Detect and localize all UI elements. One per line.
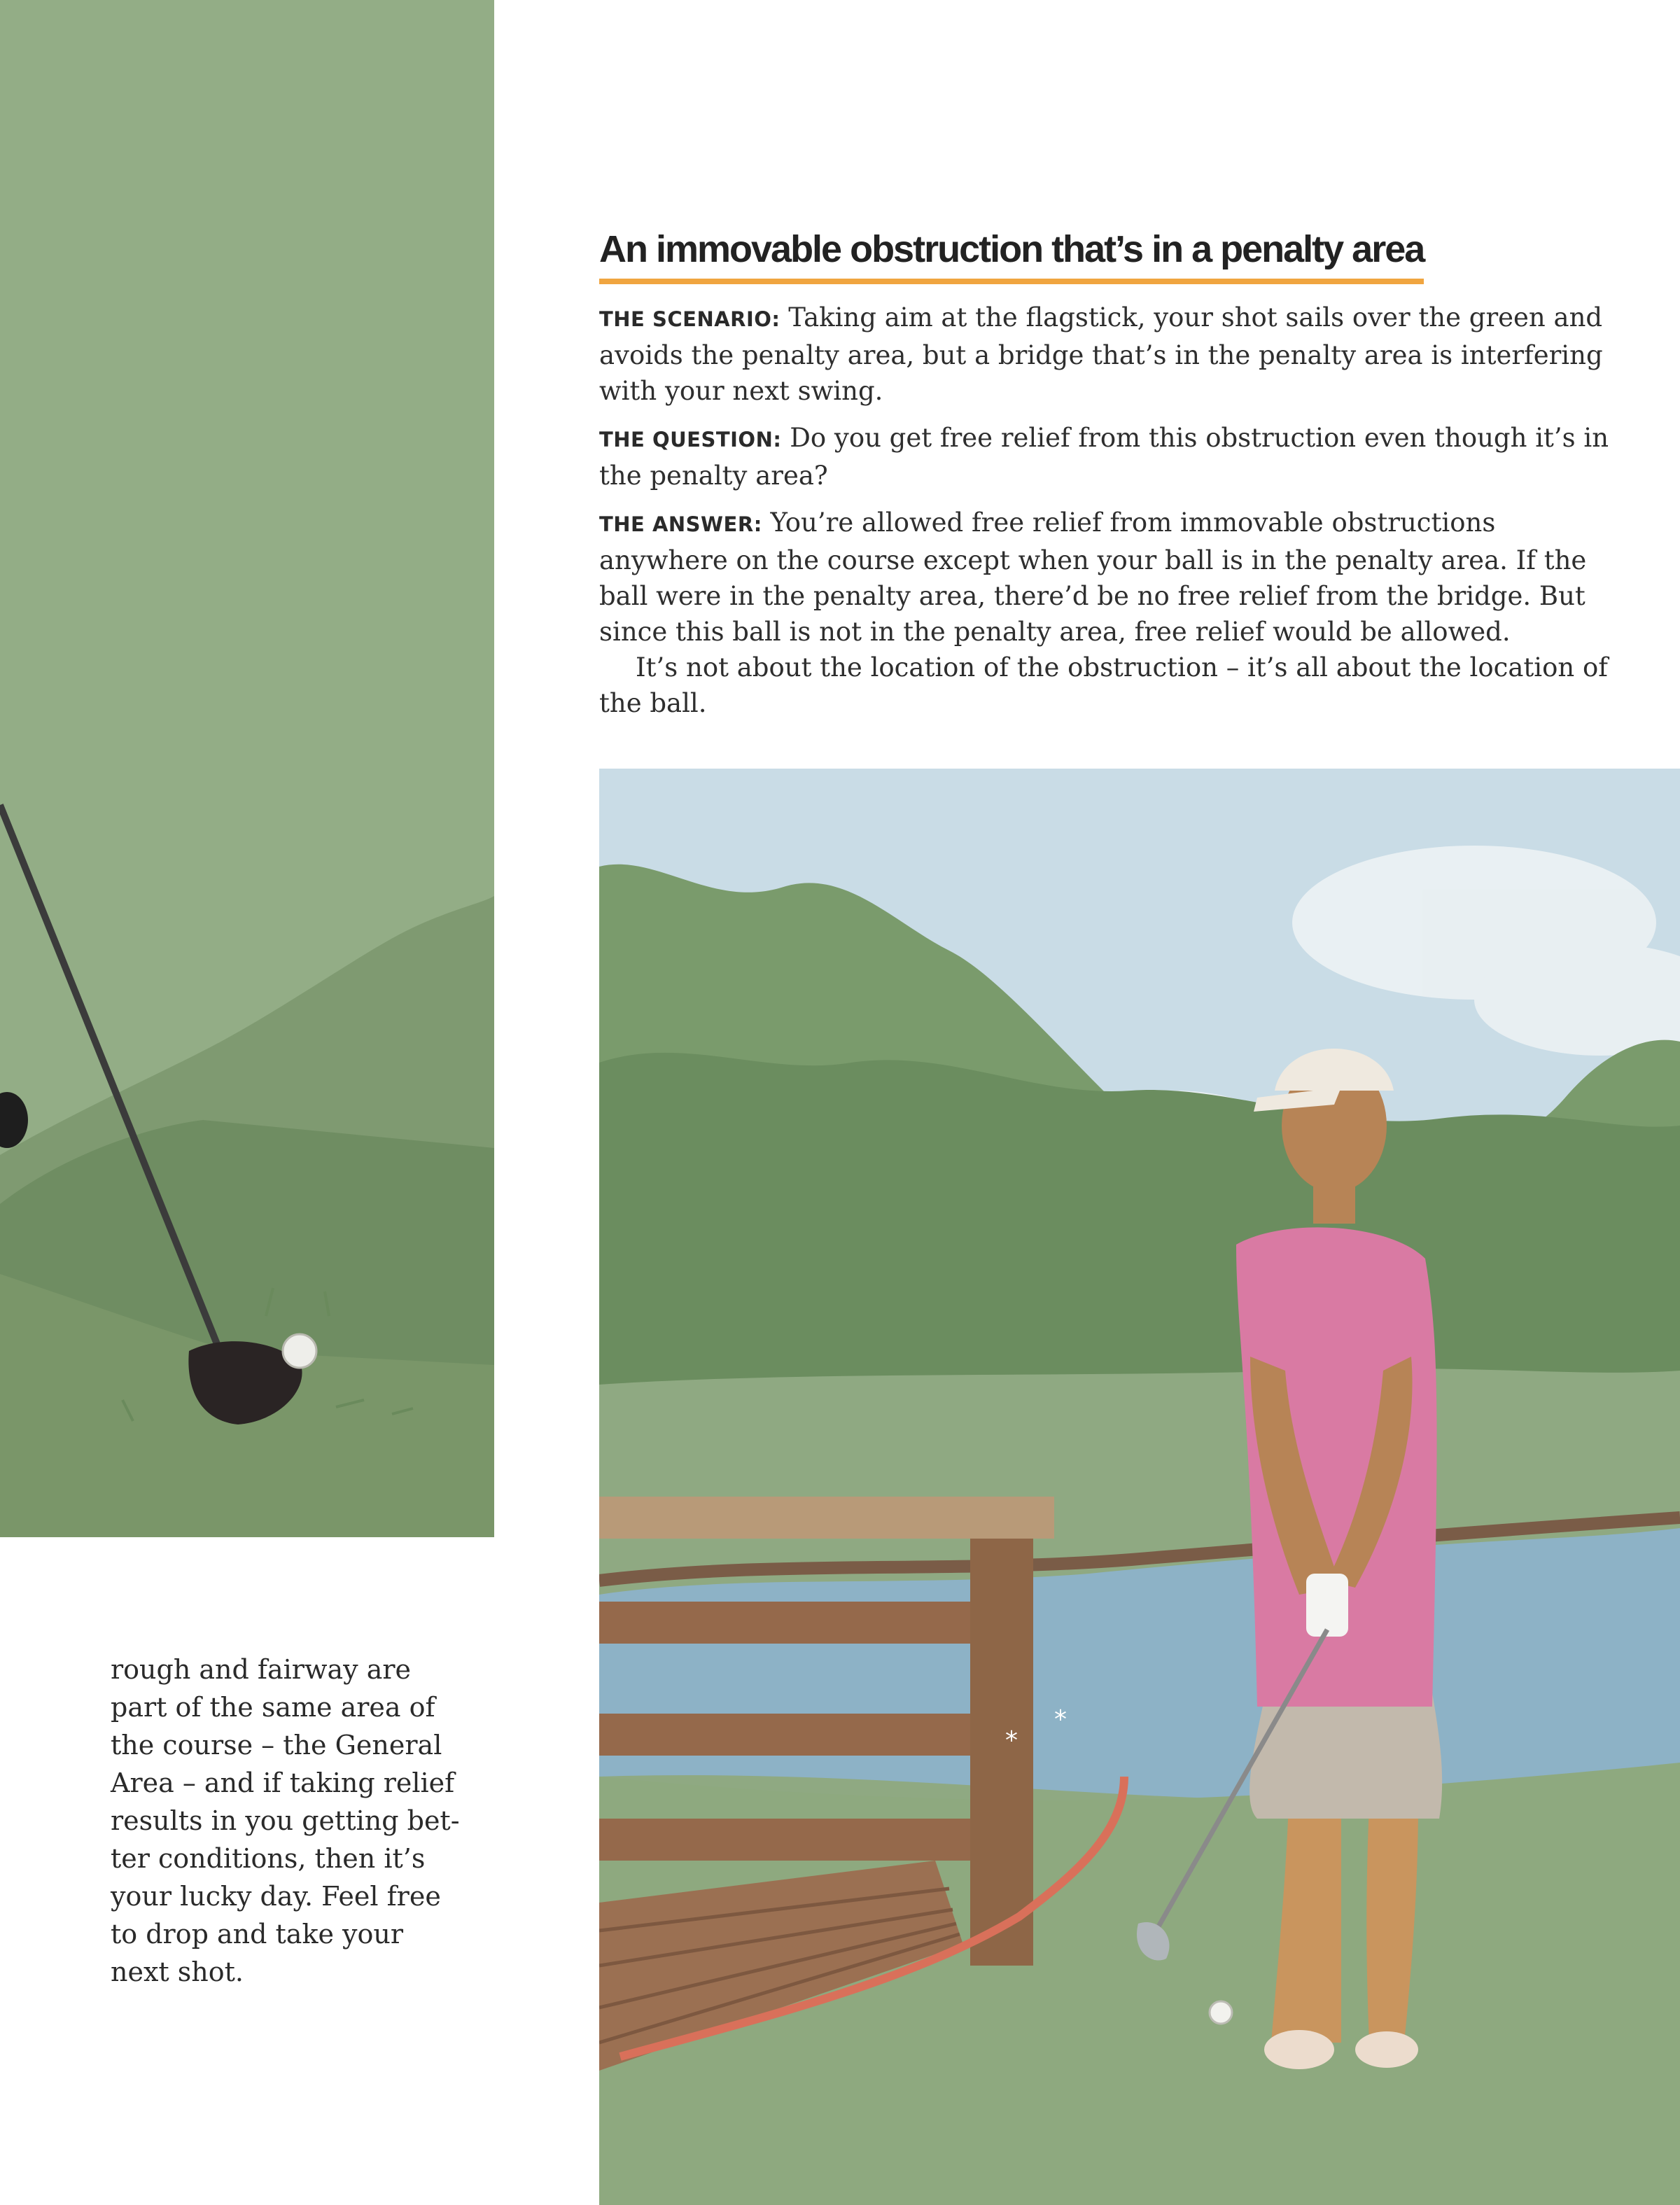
scenario-text: Taking aim at the flagstick, your shot sails over the green and bbox=[780, 302, 1603, 332]
article-headline: An immovable obstruction that’s in a penalty area bbox=[599, 223, 1424, 284]
question-paragraph bbox=[599, 420, 1609, 493]
sidebar-line: your lucky day. Feel free bbox=[111, 1881, 441, 1912]
question-text: Do you get free relief from this obstruction even though it’s in bbox=[781, 423, 1609, 453]
answer-line: ball were in the penalty area, there’d be no free relief from the bridge. But bbox=[599, 581, 1586, 611]
answer-followup-line: It’s not about the location of the obstruction – it’s all about the location of bbox=[636, 652, 1608, 682]
main-illustration bbox=[599, 769, 1680, 2205]
answer-line bbox=[599, 505, 1565, 542]
question-label: THE QUESTION: bbox=[599, 428, 782, 451]
sidebar-line: ter conditions, then it’s bbox=[111, 1843, 426, 1874]
question-line bbox=[599, 420, 1609, 458]
answer-line: since this ball is not in the penalty area, free relief would be allowed. bbox=[599, 617, 1511, 647]
scenario-line: avoids the penalty area, but a bridge that’s in the penalty area is interfering bbox=[599, 340, 1603, 370]
sidebar-line: the course – the General bbox=[111, 1730, 442, 1760]
penalty-area-scene bbox=[599, 769, 1680, 2205]
answer-text: You’re allowed free relief from immovable obstructions bbox=[762, 507, 1496, 538]
scenario-label: THE SCENARIO: bbox=[599, 307, 780, 331]
sidebar-line: to drop and take your bbox=[111, 1919, 404, 1949]
sidebar-line: Area – and if taking relief bbox=[111, 1768, 455, 1798]
rough-scene bbox=[0, 0, 494, 1537]
scenario-line bbox=[599, 300, 1603, 337]
scenario-line: with your next swing. bbox=[599, 376, 883, 406]
answer-line: anywhere on the course except when your ball is in the penalty area. If the bbox=[599, 545, 1587, 575]
question-line: the penalty area? bbox=[599, 461, 828, 491]
scenario-paragraph bbox=[599, 300, 1603, 409]
answer-label: THE ANSWER: bbox=[599, 512, 762, 536]
svg-text:*: * bbox=[1005, 1726, 1018, 1755]
golf-ball-icon bbox=[1210, 2001, 1232, 2024]
sidebar-line: rough and fairway are bbox=[111, 1654, 412, 1685]
golf-ball-icon bbox=[283, 1334, 316, 1368]
left-illustration bbox=[0, 0, 494, 1537]
sidebar-text bbox=[111, 1651, 460, 1991]
sidebar-line: next shot. bbox=[111, 1956, 244, 1987]
sidebar-line: part of the same area of bbox=[111, 1692, 435, 1723]
svg-text:*: * bbox=[1054, 1705, 1067, 1734]
article-body bbox=[599, 300, 1609, 732]
answer-paragraph bbox=[599, 505, 1608, 721]
answer-followup-line: the ball. bbox=[599, 688, 707, 718]
sidebar-line: results in you getting bet- bbox=[111, 1805, 460, 1836]
